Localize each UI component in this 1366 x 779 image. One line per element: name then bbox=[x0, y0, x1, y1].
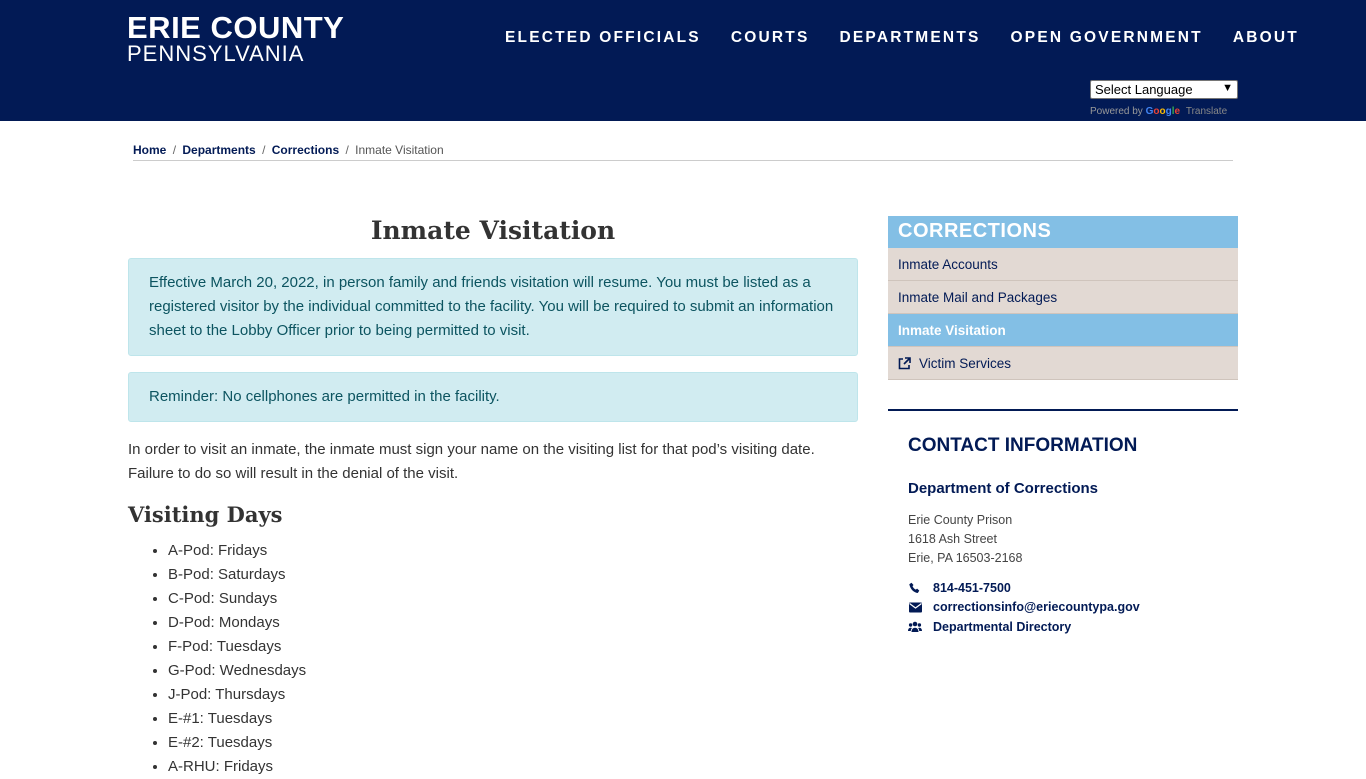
sidebar-item-label: Inmate Accounts bbox=[898, 256, 998, 272]
google-logo: Google bbox=[1145, 106, 1181, 117]
nav-about[interactable]: ABOUT bbox=[1232, 29, 1299, 46]
list-item: • F-Pod: Tuesdays bbox=[168, 635, 306, 659]
chevron-down-icon: ▼ bbox=[1222, 82, 1233, 94]
translate-link[interactable]: Translate bbox=[1185, 106, 1228, 117]
google-translate-credit bbox=[1090, 106, 1227, 117]
list-item: • E-#2: Tuesdays bbox=[168, 731, 306, 755]
sidebar-item-label: Inmate Visitation bbox=[898, 322, 1006, 338]
contact-links bbox=[908, 578, 1140, 637]
external-link-icon bbox=[898, 357, 911, 370]
nav-elected-officials[interactable]: ELECTED OFFICIALS bbox=[505, 29, 701, 46]
list-item: • G-Pod: Wednesdays bbox=[168, 659, 306, 683]
address-line: Erie County Prison bbox=[908, 513, 1013, 527]
visitation-notice: Effective March 20, 2022, in person family and friends visitation will resume. You must be listed as a registered visitor by the individual committed to the facility. You will be required to submit an information sheet to the Lobby Officer prior to being permitted to visit. bbox=[128, 258, 858, 356]
language-select-value: Select Language bbox=[1095, 82, 1193, 97]
list-item: • E-#1: Tuesdays bbox=[168, 707, 306, 731]
site-logo[interactable] bbox=[127, 12, 344, 64]
visiting-days-heading: Visiting Days bbox=[128, 502, 283, 527]
sidebar-nav bbox=[888, 248, 1238, 380]
cellphone-reminder: Reminder: No cellphones are permitted in the facility. bbox=[128, 372, 858, 422]
list-item: • A-Pod: Fridays bbox=[168, 539, 306, 563]
breadcrumb-corrections[interactable]: Corrections bbox=[271, 143, 340, 157]
main-nav bbox=[490, 29, 1314, 47]
divider bbox=[888, 409, 1238, 411]
nav-open-government[interactable]: OPEN GOVERNMENT bbox=[1010, 29, 1203, 46]
intro-text: In order to visit an inmate, the inmate must sign your name on the visiting list for that pod’s visiting date. Failure to do so will result in the denial of the visit. bbox=[128, 441, 815, 482]
sidebar-title: CORRECTIONS bbox=[888, 216, 1238, 248]
visiting-days-list bbox=[168, 539, 306, 779]
address-line: Erie, PA 16503-2168 bbox=[908, 551, 1023, 565]
email-link[interactable] bbox=[908, 598, 1140, 618]
sidebar-item-victim-services[interactable] bbox=[888, 347, 1238, 380]
logo-subtitle: PENNSYLVANIA bbox=[127, 41, 305, 66]
breadcrumb bbox=[133, 143, 1233, 161]
nav-courts[interactable]: COURTS bbox=[730, 29, 810, 46]
breadcrumb-home[interactable]: Home bbox=[133, 143, 167, 157]
list-item: • A-RHU: Fridays bbox=[168, 755, 306, 779]
powered-by-label: Powered by bbox=[1090, 106, 1143, 117]
phone-link[interactable] bbox=[908, 578, 1140, 598]
breadcrumb-current: Inmate Visitation bbox=[355, 143, 444, 157]
list-item: • D-Pod: Mondays bbox=[168, 611, 306, 635]
breadcrumb-departments[interactable]: Departments bbox=[182, 143, 256, 157]
address-line: 1618 Ash Street bbox=[908, 532, 997, 546]
list-item: • B-Pod: Saturdays bbox=[168, 563, 306, 587]
list-item: • J-Pod: Thursdays bbox=[168, 683, 306, 707]
directory-label: Departmental Directory bbox=[933, 619, 1072, 634]
sidebar-item-label: Victim Services bbox=[919, 355, 1012, 371]
sidebar-item-inmate-visitation[interactable] bbox=[888, 314, 1238, 347]
site-header bbox=[0, 0, 1366, 121]
address bbox=[908, 511, 1022, 568]
language-select[interactable] bbox=[1090, 80, 1238, 99]
nav-departments[interactable]: DEPARTMENTS bbox=[839, 29, 981, 46]
users-icon bbox=[908, 620, 922, 634]
breadcrumb-separator: / bbox=[262, 143, 266, 157]
sidebar-item-label: Inmate Mail and Packages bbox=[898, 289, 1058, 305]
breadcrumb-separator: / bbox=[345, 143, 349, 157]
department-name: Department of Corrections bbox=[908, 480, 1099, 497]
contact-heading: CONTACT INFORMATION bbox=[908, 435, 1138, 456]
directory-link[interactable] bbox=[908, 617, 1140, 637]
phone-number: 814-451-7500 bbox=[933, 580, 1011, 595]
envelope-icon bbox=[908, 600, 922, 614]
list-item: • C-Pod: Sundays bbox=[168, 587, 306, 611]
sidebar-item-inmate-accounts[interactable] bbox=[888, 248, 1238, 281]
sidebar-item-inmate-mail[interactable] bbox=[888, 281, 1238, 314]
email-address: correctionsinfo@eriecountypa.gov bbox=[933, 600, 1140, 615]
breadcrumb-separator: / bbox=[172, 143, 177, 157]
page-title: Inmate Visitation bbox=[370, 216, 616, 245]
logo-title: ERIE COUNTY bbox=[127, 10, 345, 45]
phone-icon bbox=[908, 581, 922, 595]
